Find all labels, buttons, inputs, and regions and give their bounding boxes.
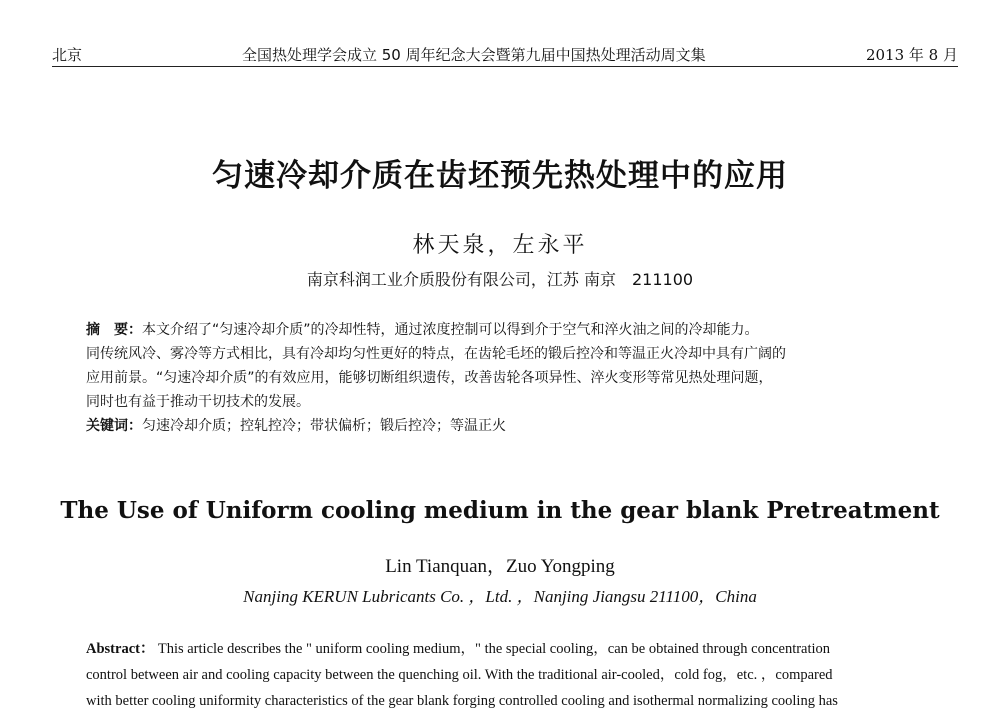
english-abstract-line — [86, 636, 926, 662]
chinese-keywords-text: 匀速冷却介质；控轧控冷；带状偏析；锻后控冷；等温正火 — [142, 418, 506, 434]
header-location: 北京 — [52, 46, 83, 64]
chinese-affiliation: 南京科润工业介质股份有限公司，江苏 南京 211100 — [306, 270, 694, 289]
chinese-authors: 林天泉，左永平 — [412, 233, 588, 258]
english-affiliation: Nanjing KERUN Lubricants Co. ，Ltd. ，Nanjing Jiangsu 211100，China — [243, 587, 757, 606]
running-header — [52, 40, 958, 67]
chinese-abstract-line — [86, 318, 926, 342]
english-abstract-line: with better cooling uniformity characteristics of the gear blank forging controlled cooling and isothermal normalizing cooling has — [86, 693, 838, 709]
header-proceedings-title: 全国热处理学会成立 50 周年纪念大会暨第九届中国热处理活动周文集 — [242, 46, 706, 64]
english-abstract-text: This article describes the " uniform cooling medium，" the special cooling，can be obtained through concentration — [157, 641, 831, 657]
chinese-title: 匀速冷却介质在齿坯预先热处理中的应用 — [212, 158, 788, 194]
english-abstract — [86, 636, 926, 714]
chinese-keywords-label: 关键词： — [86, 418, 142, 434]
english-abstract-line: control between air and cooling capacity between the quenching oil. With the traditional air-cooled，cold fog，etc. ，compared — [86, 667, 833, 683]
english-title: The Use of Uniform cooling medium in the gear blank Pretreatment — [60, 497, 940, 524]
chinese-abstract-label: 摘 要： — [86, 322, 142, 338]
chinese-abstract-text: 本文介绍了“匀速冷却介质”的冷却性特，通过浓度控制可以得到介于空气和淬火油之间的冷却能力。 — [142, 322, 759, 338]
english-authors: Lin Tianquan，Zuo Yongping — [385, 556, 615, 577]
chinese-abstract-line: 应用前景。“匀速冷却介质”的有效应用，能够切断组织遗传，改善齿轮各项异性、淬火变形等常见热处理问题， — [86, 370, 773, 386]
chinese-keywords — [86, 414, 926, 438]
english-abstract-label: Abstract： — [86, 641, 155, 657]
chinese-abstract-line: 同时也有益于推动干切技术的发展。 — [86, 394, 310, 410]
chinese-abstract-line: 同传统风冷、雾冷等方式相比，具有冷却均匀性更好的特点，在齿轮毛坯的锻后控冷和等温正火冷却中具有广阔的 — [86, 346, 786, 362]
header-date: 2013 年 8 月 — [865, 46, 958, 64]
chinese-abstract — [86, 318, 926, 438]
